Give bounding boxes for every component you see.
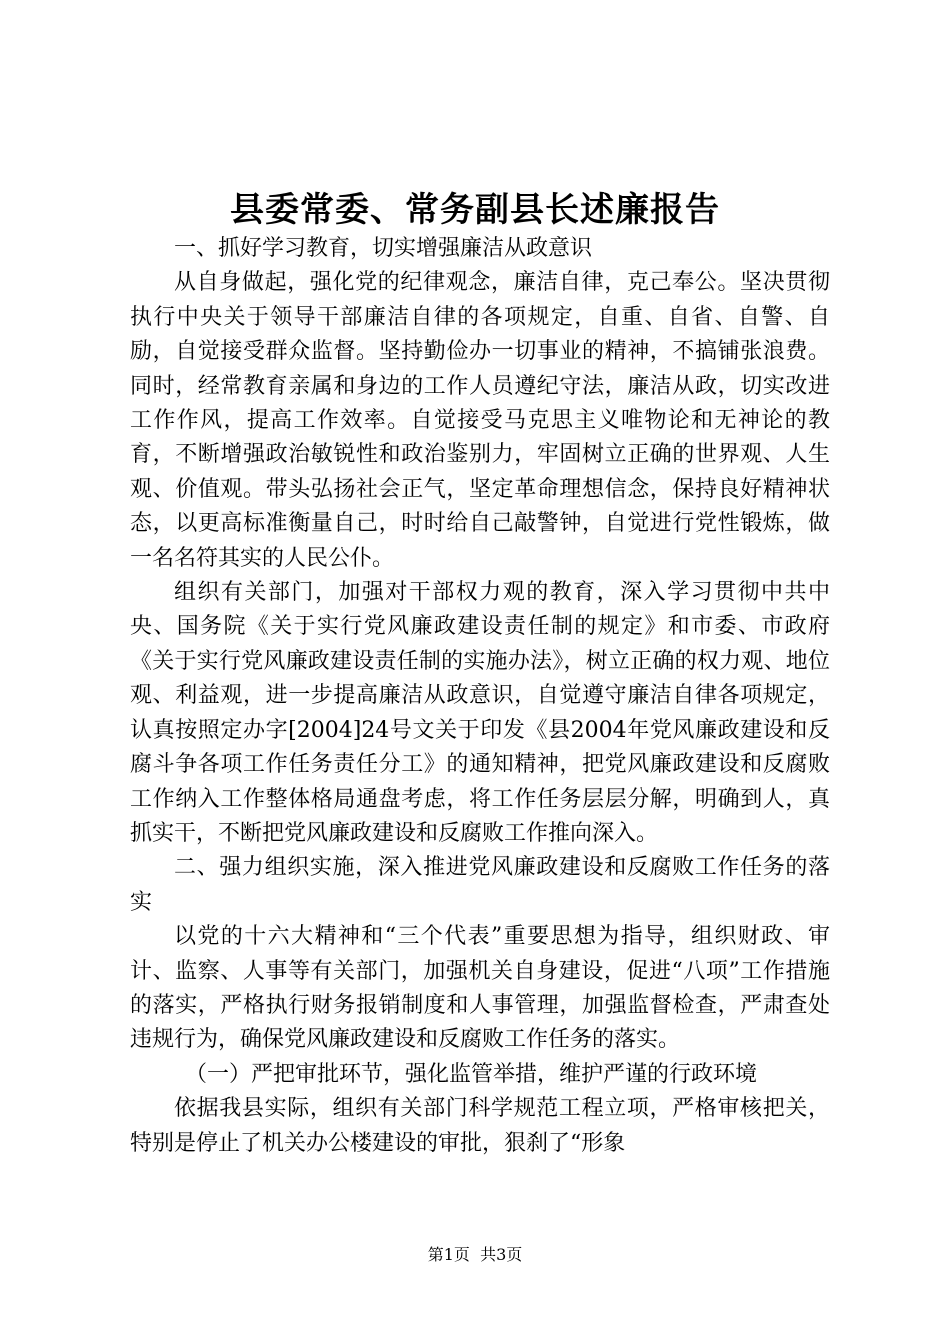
- section-heading-1: 一、抓好学习教育，切实增强廉洁从政意识: [174, 236, 593, 261]
- page-footer: [0, 1243, 950, 1267]
- page-number: 第1页 共3页: [427, 1245, 523, 1264]
- paragraph-3: 以党的十六大精神和“三个代表”重要思想为指导，组织财政、审计、监察、人事等有关部门，加强机关自身建设，促进“八项”工作措施的落实，严格执行财务报销制度和人事管理，加强监督检查，严肃查处违规行为，确保党风廉政建设和反腐败工作任务的落实。: [130, 924, 830, 1053]
- paragraph-1: 从自身做起，强化党的纪律观念，廉洁自律，克己奉公。坚决贯彻执行中央关于领导干部廉洁自律的各项规定，自重、自省、自警、自励，自觉接受群众监督。坚持勤俭办一切事业的精神，不搞铺张浪费。同时，经常教育亲属和身边的工作人员遵纪守法，廉洁从政，切实改进工作作风，提高工作效率。自觉接受马克思主义唯物论和无神论的教育，不断增强政治敏锐性和政治鉴别力，牢固树立正确的世界观、人生观、价值观。带头弘扬社会正气，坚定革命理想信念，保持良好精神状态，以更高标准衡量自己，时时给自己敲警钟，自觉进行党性锻炼，做一名名符其实的人民公仆。: [130, 270, 830, 571]
- document-title: 县委常委、常务副县长述廉报告: [230, 190, 720, 230]
- paragraph-2: 组织有关部门，加强对干部权力观的教育，深入学习贯彻中共中央、国务院《关于实行党风廉政建设责任制的规定》和市委、市政府《关于实行党风廉政建设责任制的实施办法》，树立正确的权力观、地位观、利益观，进一步提高廉洁从政意识，自觉遵守廉洁自律各项规定，认真按照定办字[2004]24号文关于印发《县2004年党风廉政建设和反腐斗争各项工作任务责任分工》的通知精神，把党风廉政建设和反腐败工作纳入工作整体格局通盘考虑，将工作任务层层分解，明确到人，真抓实干，不断把党风廉政建设和反腐败工作推向深入。: [130, 580, 830, 846]
- document-body: [130, 232, 830, 1161]
- section-heading-2: 二、强力组织实施，深入推进党风廉政建设和反腐败工作任务的落实: [130, 855, 830, 915]
- subsection-heading-1: （一）严把审批环节，强化监管举措，维护严谨的行政环境: [185, 1061, 758, 1087]
- paragraph-4: 依据我县实际，组织有关部门科学规范工程立项，严格审核把关，特别是停止了机关办公楼建设的审批，狠刹了“形象: [130, 1096, 830, 1156]
